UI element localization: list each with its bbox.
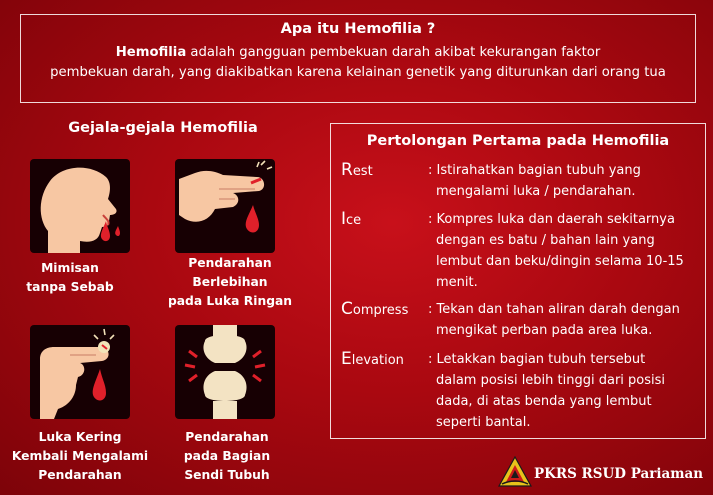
wound-rebleed-icon [30,325,130,419]
symptom-label-3-line-3: Pendarahan [38,468,122,482]
symptom-label-3-line-1: Luka Kering [38,430,122,444]
aid-desc-elevation-line-1: : Letakkan bagian tubuh tersebut [428,352,646,367]
aid-term-ice [341,209,361,229]
aid-desc-rest-line-2: mengalami luka / pendarahan. [436,184,636,199]
symptom-label-4-line-2: pada Bagian [183,449,271,463]
definition-line-1 [21,43,695,63]
symptom-label-2-line-2: Berlebihan [192,275,268,289]
joint-bleeding-icon [175,325,275,419]
symptom-label-2 [160,254,300,311]
definition-line-2: pembekuan darah, yang diakibatkan karena kelainan genetik yang diturunkan dari orang tua [50,65,666,80]
aid-desc-ice-line-2: dengan es batu / bahan lain yang [436,233,655,248]
aid-term-rest-suffix: est [352,164,373,179]
definition-term: Hemofilia [115,45,187,60]
aid-term-rest-initial: R [341,160,353,180]
definition-box [20,14,696,103]
symptom-label-2-line-3: pada Luka Ringan [167,294,293,308]
aid-term-compress-suffix: ompress [352,303,409,318]
first-aid-box [330,123,706,439]
definition-line-1-rest: adalah gangguan pembekuan darah akibat kekurangan faktor [186,45,601,60]
first-aid-title: Pertolongan Pertama pada Hemofilia [366,133,670,149]
symptom-label-3-line-2: Kembali Mengalami [11,449,149,463]
aid-desc-compress-line-1: : Tekan dan tahan aliran darah dengan [428,302,680,317]
aid-term-compress-initial: C [341,299,353,319]
aid-desc-elevation-line-2: dalam posisi lebih tinggi dari posisi [436,373,666,388]
aid-term-ice-initial: I [341,209,347,229]
definition-text [21,43,695,83]
finger-cut-icon [175,159,275,253]
aid-desc-ice-line-1: : Kompres luka dan daerah sekitarnya [428,212,675,227]
aid-term-elevation-initial: E [341,349,352,369]
aid-desc-elevation-line-3: dada, di atas benda yang lembut [436,394,652,409]
nosebleed-icon [30,159,130,253]
aid-desc-compress-line-2: mengikat perban pada area luka. [436,323,653,338]
aid-desc-rest-line-1: : Istirahatkan bagian tubuh yang [428,163,641,178]
aid-term-compress [341,299,408,319]
footer [498,456,708,490]
aid-term-elevation-suffix: levation [351,353,404,368]
aid-desc-elevation-line-4: seperti bantal. [436,415,531,430]
aid-desc-ice [428,209,700,293]
footer-text: PKRS RSUD Pariaman [534,466,704,482]
aid-term-elevation [341,349,404,369]
aid-desc-rest [428,160,700,202]
hospital-logo [498,456,532,490]
aid-desc-ice-line-4: menit. [436,275,478,290]
symptom-label-4 [157,428,297,485]
definition-title: Apa itu Hemofilia ? [280,21,436,37]
symptom-label-2-line-1: Pendarahan [188,256,272,270]
symptom-label-4-line-1: Pendarahan [185,430,269,444]
symptoms-title: Gejala-gejala Hemofilia [68,120,258,136]
aid-desc-elevation [428,349,700,433]
symptom-label-3 [10,428,150,485]
symptom-label-4-line-3: Sendi Tubuh [184,468,270,482]
aid-desc-ice-line-3: lembut dan beku/dingin selama 10-15 [436,254,684,269]
symptom-label-1-line-1: Mimisan [41,261,99,275]
symptom-label-1-line-2: tanpa Sebab [26,280,114,294]
aid-term-ice-suffix: ce [346,213,362,228]
aid-term-rest [341,160,373,180]
aid-desc-compress [428,299,700,341]
symptom-label-1 [0,259,140,297]
